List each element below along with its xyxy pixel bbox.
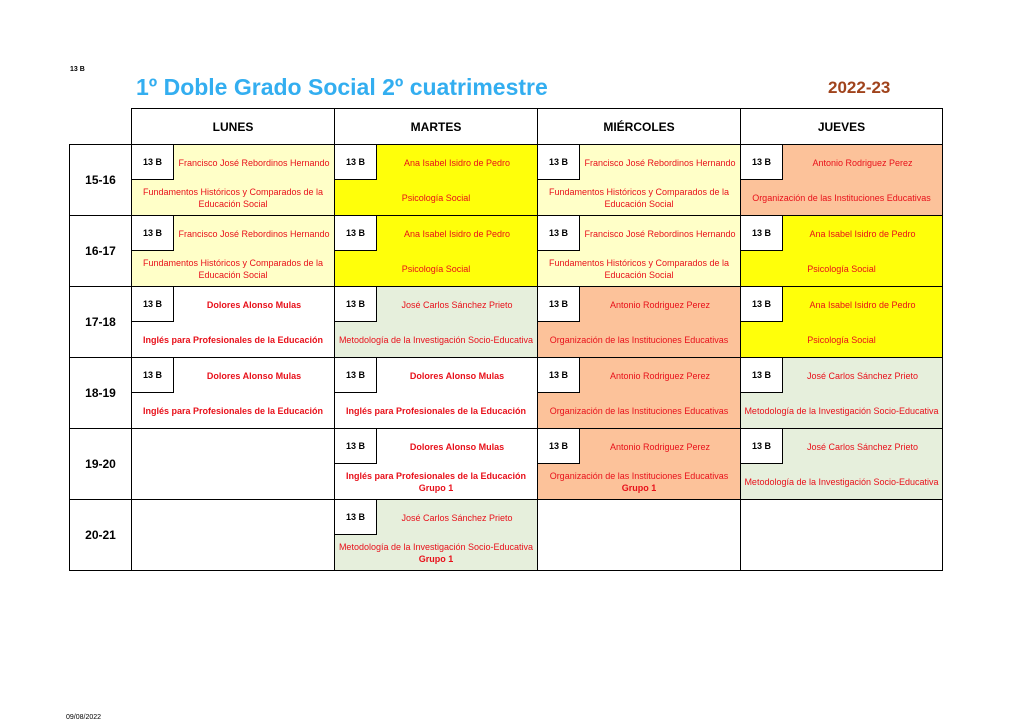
subject-block: [132, 322, 334, 357]
group-label: Grupo 1: [418, 482, 454, 493]
subject-name: Organización de las Instituciones Educativas: [752, 192, 931, 203]
subject-block: [741, 393, 942, 428]
subject-block: [132, 393, 334, 428]
group-label: Grupo 1: [621, 482, 657, 493]
class-slot[interactable]: [132, 358, 335, 429]
subject-name: Organización de las Instituciones Educativas: [549, 405, 729, 416]
teacher-name: Antonio Rodriguez Perez: [609, 370, 711, 381]
class-slot[interactable]: [132, 287, 335, 358]
room-label: 13 B: [335, 287, 377, 322]
teacher-name: Ana Isabel Isidro de Pedro: [403, 228, 511, 239]
room-label: 13 B: [335, 500, 377, 535]
room-label: 13 B: [741, 429, 783, 464]
room-label: 13 B: [538, 287, 580, 322]
teacher-name: Francisco José Rebordinos Hernando: [584, 228, 736, 239]
teacher-name: Ana Isabel Isidro de Pedro: [809, 299, 916, 310]
teacher-name: Antonio Rodriguez Perez: [609, 441, 711, 452]
subject-block: [538, 464, 740, 499]
class-slot[interactable]: [335, 216, 538, 287]
table-corner: [69, 108, 133, 146]
subject-block: [335, 393, 537, 428]
class-slot[interactable]: [132, 145, 335, 216]
empty-slot: [741, 500, 943, 571]
subject-block: [538, 251, 740, 286]
class-slot[interactable]: [741, 216, 943, 287]
class-slot[interactable]: [335, 358, 538, 429]
subject-name: Fundamentos Históricos y Comparados de la Educación Social: [142, 186, 324, 209]
class-slot[interactable]: [538, 287, 741, 358]
class-slot[interactable]: [335, 429, 538, 500]
time-slot-label: 19-20: [70, 429, 132, 500]
subject-name: Psicología Social: [807, 263, 876, 274]
class-slot[interactable]: [741, 429, 943, 500]
teacher-name: Dolores Alonso Mulas: [206, 370, 302, 381]
subject-name: Inglés para Profesionales de la Educación: [142, 405, 324, 416]
day-header: MARTES: [335, 109, 538, 145]
room-label: 13 B: [741, 145, 783, 180]
empty-slot: [132, 500, 335, 571]
subject-name: Organización de las Instituciones Educativas: [549, 470, 729, 481]
subject-block: [741, 251, 942, 286]
subject-name: Psicología Social: [401, 263, 471, 274]
room-label: 13 B: [538, 145, 580, 180]
subject-block: [335, 464, 537, 499]
subject-name: Inglés para Profesionales de la Educación: [345, 405, 527, 416]
subject-name: Inglés para Profesionales de la Educación: [142, 334, 324, 345]
teacher-name: Ana Isabel Isidro de Pedro: [809, 228, 916, 239]
class-slot[interactable]: [335, 287, 538, 358]
room-label: 13 B: [538, 216, 580, 251]
page-title: 1º Doble Grado Social 2º cuatrimestre: [136, 74, 548, 100]
time-slot-label: 20-21: [70, 500, 132, 571]
room-label: 13 B: [132, 287, 174, 322]
subject-block: [335, 251, 537, 286]
class-slot[interactable]: [538, 358, 741, 429]
time-slot-label: 16-17: [70, 216, 132, 287]
room-label: 13 B: [132, 145, 174, 180]
class-slot[interactable]: [538, 216, 741, 287]
teacher-name: José Carlos Sánchez Prieto: [806, 370, 919, 381]
subject-name: Psicología Social: [807, 334, 876, 345]
teacher-name: Francisco José Rebordinos Hernando: [178, 157, 330, 168]
time-slot-label: 15-16: [70, 145, 132, 216]
footer-date: 09/08/2022: [66, 714, 102, 721]
class-slot[interactable]: [132, 216, 335, 287]
teacher-name: José Carlos Sánchez Prieto: [806, 441, 919, 452]
subject-name: Fundamentos Históricos y Comparados de la Educación Social: [548, 186, 730, 209]
subject-block: [335, 322, 537, 357]
room-label: 13 B: [741, 216, 783, 251]
teacher-name: Antonio Rodriguez Perez: [609, 299, 711, 310]
teacher-name: Ana Isabel Isidro de Pedro: [403, 157, 511, 168]
subject-block: [335, 180, 537, 215]
room-label: 13 B: [335, 429, 377, 464]
empty-slot: [132, 429, 335, 500]
class-slot[interactable]: [538, 145, 741, 216]
subject-name: Metodología de la Investigación Socio-Educativa: [744, 476, 939, 487]
subject-block: [538, 393, 740, 428]
teacher-name: Francisco José Rebordinos Hernando: [178, 228, 330, 239]
day-header: MIÉRCOLES: [538, 109, 741, 145]
room-label: 13 B: [132, 216, 174, 251]
class-slot[interactable]: [741, 145, 943, 216]
class-slot[interactable]: [335, 145, 538, 216]
class-slot[interactable]: [538, 429, 741, 500]
subject-block: [132, 180, 334, 215]
subject-name: Psicología Social: [401, 192, 471, 203]
teacher-name: Antonio Rodriguez Perez: [812, 157, 913, 168]
day-header: LUNES: [132, 109, 335, 145]
empty-slot: [538, 500, 741, 571]
room-label: 13 B: [335, 145, 377, 180]
subject-block: [538, 180, 740, 215]
subject-name: Metodología de la Investigación Socio-Educativa: [338, 334, 534, 345]
time-slot-label: 18-19: [70, 358, 132, 429]
class-slot[interactable]: [741, 287, 943, 358]
teacher-name: Dolores Alonso Mulas: [206, 299, 302, 310]
subject-name: Organización de las Instituciones Educativas: [549, 334, 729, 345]
room-label: 13 B: [335, 216, 377, 251]
teacher-name: Dolores Alonso Mulas: [409, 370, 505, 381]
room-label: 13 B: [335, 358, 377, 393]
subject-block: [741, 464, 942, 499]
class-slot[interactable]: [335, 500, 538, 571]
subject-name: Fundamentos Históricos y Comparados de la Educación Social: [548, 257, 730, 280]
room-label: 13 B: [741, 287, 783, 322]
subject-block: [538, 322, 740, 357]
room-label: 13 B: [538, 429, 580, 464]
teacher-name: Francisco José Rebordinos Hernando: [584, 157, 736, 168]
class-slot[interactable]: [741, 358, 943, 429]
academic-year: 2022-23: [828, 78, 891, 97]
subject-name: Fundamentos Históricos y Comparados de la Educación Social: [142, 257, 324, 280]
subject-name: Inglés para Profesionales de la Educación: [345, 470, 527, 481]
subject-name: Metodología de la Investigación Socio-Educativa: [744, 405, 939, 416]
subject-block: [741, 180, 942, 215]
subject-name: Metodología de la Investigación Socio-Educativa: [338, 541, 534, 552]
teacher-name: José Carlos Sánchez Prieto: [401, 299, 513, 310]
room-label: 13 B: [132, 358, 174, 393]
group-label: Grupo 1: [418, 553, 454, 564]
room-label: 13 B: [538, 358, 580, 393]
room-label: 13 B: [741, 358, 783, 393]
subject-block: [335, 535, 537, 570]
teacher-name: José Carlos Sánchez Prieto: [401, 512, 513, 523]
subject-block: [741, 322, 942, 357]
corner-code: 13 B: [70, 66, 85, 73]
schedule-table: [69, 108, 943, 571]
subject-block: [132, 251, 334, 286]
time-slot-label: 17-18: [70, 287, 132, 358]
day-header: JUEVES: [741, 109, 943, 145]
teacher-name: Dolores Alonso Mulas: [409, 441, 505, 452]
